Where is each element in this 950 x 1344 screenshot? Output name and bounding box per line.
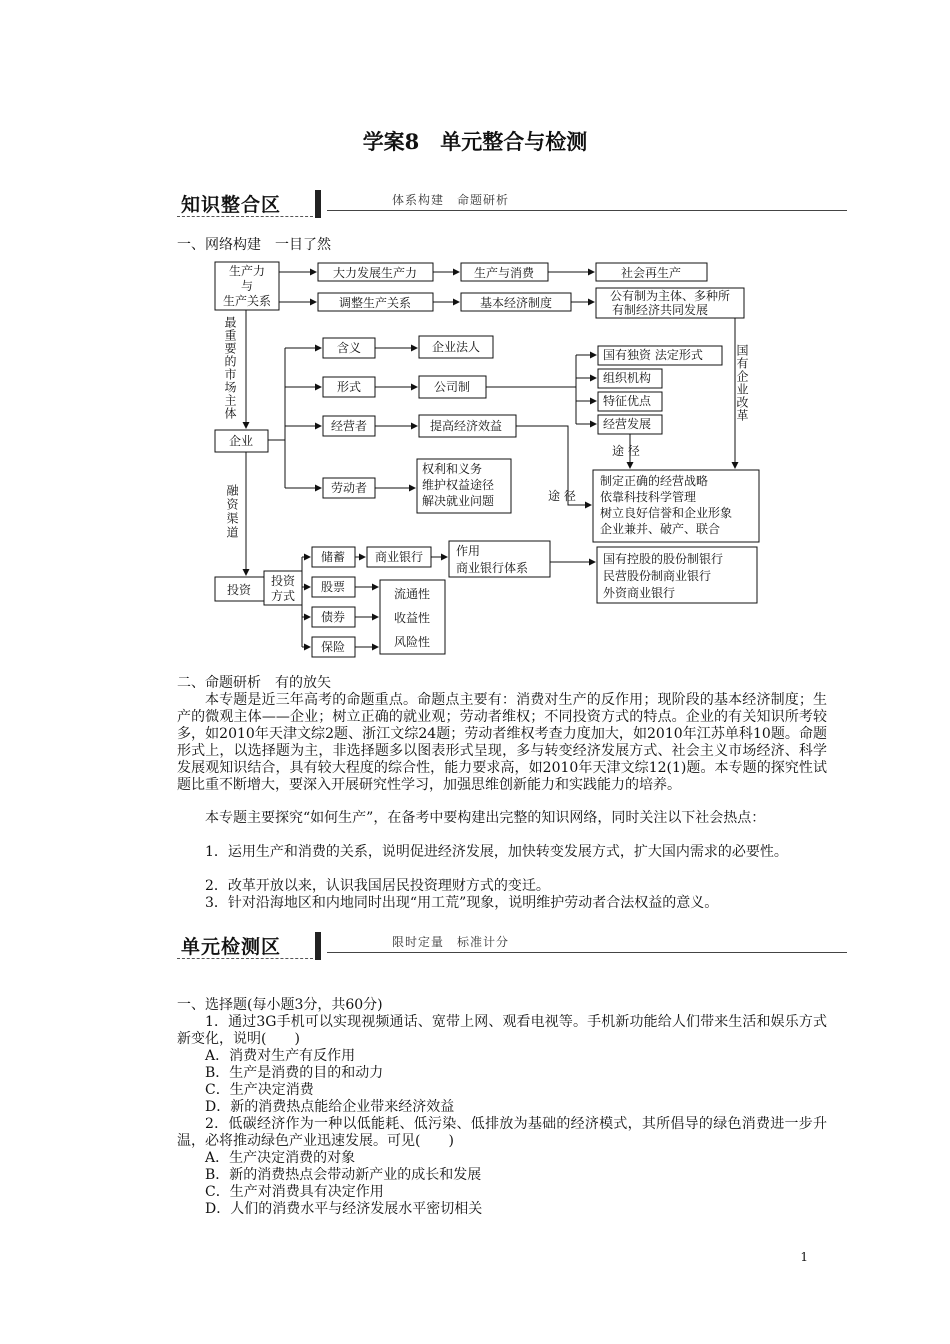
label-risk: 风险性 (393, 635, 431, 649)
label-adjust: 调整生产关系 (338, 296, 412, 310)
label-bank-type-2: 民营股份制商业银行 (603, 569, 712, 583)
label-efficiency: 提高经济效益 (429, 419, 503, 433)
q1-option-c: C．生产决定消费 (205, 1082, 314, 1098)
label-route-2: 途 径 (548, 489, 576, 503)
quiz-heading: 一、选择题(每小题3分，共60分) (177, 997, 383, 1013)
label-route-1: 途 径 (612, 444, 640, 458)
label-enterprise: 企业 (228, 434, 254, 448)
q2-option-c: C．生产对消费具有决定作用 (205, 1184, 384, 1200)
label-ownership1: 公有制为主体、多种所 (609, 289, 731, 303)
label-function2: 商业银行体系 (456, 561, 529, 575)
label-measure-1: 制定正确的经营战略 (600, 474, 709, 488)
label-manager: 经营者 (330, 419, 368, 433)
label-develop: 大力发展生产力 (332, 266, 418, 280)
question-2: 2．低碳经济作为一种以低能耗、低污染、低排放为基础的经济模式，其所倡导的绿色消费进一步升温，必将推动绿色产业迅速发展。可见( ) (177, 1116, 827, 1149)
label-measure-3: 树立良好信誉和企业形象 (600, 506, 733, 520)
q1-option-a: A．消费对生产有反作用 (205, 1048, 356, 1064)
label-legal-person: 企业法人 (431, 340, 481, 354)
label-vertical-financing: 融资渠道 (225, 484, 239, 540)
label-ownership2: 有制经济共同发展 (611, 303, 709, 317)
q1-option-b: B．生产是消费的目的和动力 (205, 1065, 384, 1081)
section-banner-test (177, 932, 847, 976)
label-state3: 特征优点 (603, 394, 652, 408)
label-state1: 国有独资 法定形式 (603, 348, 703, 362)
q2-option-a: A．生产决定消费的对象 (205, 1150, 356, 1166)
label-reproduction: 社会再生产 (620, 266, 682, 280)
label-rights2: 维护权益途径 (422, 478, 495, 492)
label-and: 与 (240, 279, 254, 293)
banner-dash (177, 958, 313, 959)
label-rights1: 权利和义务 (422, 462, 483, 476)
label-savings: 储蓄 (320, 550, 346, 564)
banner-label: 知识整合区 (181, 194, 282, 216)
label-invest-mode2: 方式 (270, 589, 296, 603)
banner-bar (315, 932, 321, 960)
label-return: 收益性 (393, 611, 431, 625)
q2-option-b: B．新的消费热点会带动新产业的成长和发展 (205, 1167, 482, 1183)
label-bond: 债券 (320, 610, 346, 624)
section1-heading: 一、网络构建 一目了然 (177, 237, 331, 253)
section2-item-3: 3．针对沿海地区和内地同时出现“用工荒”现象，说明维护劳动者合法权益的意义。 (205, 895, 719, 911)
label-bank: 商业银行 (374, 550, 424, 564)
label-state4: 经营发展 (603, 417, 652, 431)
banner-rule (327, 952, 847, 953)
q2-option-d: D．人们的消费水平与经济发展水平密切相关 (205, 1201, 483, 1217)
label-insurance: 保险 (320, 640, 346, 654)
label-vertical-reform: 国有企业改革 (735, 344, 749, 422)
banner-label: 单元检测区 (181, 936, 282, 958)
page-title: 学案8 单元整合与检测 (362, 129, 588, 154)
label-prod-consume: 生产与消费 (473, 266, 535, 280)
section2-heading: 二、命题研析 有的放矢 (177, 675, 331, 691)
label-invest-mode1: 投资 (270, 574, 296, 588)
page-number: 1 (800, 1250, 808, 1264)
label-stock: 股票 (320, 580, 346, 594)
label-measure-2: 依靠科技科学管理 (600, 490, 697, 504)
label-meaning: 含义 (336, 341, 362, 355)
label-worker: 劳动者 (330, 481, 368, 495)
section2-item-2: 2．改革开放以来，认识我国居民投资理财方式的变迁。 (205, 878, 550, 894)
banner-subtitle: 体系构建 命题研析 (392, 193, 510, 207)
label-company: 公司制 (433, 380, 471, 394)
label-basic-system: 基本经济制度 (479, 296, 553, 310)
label-function1: 作用 (456, 544, 481, 558)
label-bank-type-1: 国有控股的股份制银行 (603, 552, 724, 566)
section2-paragraph-2: 本专题主要探究“如何生产”，在备考中要构建出完整的知识网络，同时关注以下社会热点： (205, 810, 766, 826)
label-form: 形式 (336, 380, 362, 394)
label-invest: 投资 (226, 583, 252, 597)
label-state2: 组织机构 (603, 371, 652, 385)
section2-item-1: 1．运用生产和消费的关系，说明促进经济发展，加快转变发展方式，扩大国内需求的必要性。 (205, 844, 788, 860)
banner-subtitle: 限时定量 标准计分 (392, 935, 510, 949)
label-liquidity: 流通性 (393, 587, 431, 601)
label-relations: 生产关系 (222, 294, 272, 308)
question-1: 1．通过3G手机可以实现视频通话、宽带上网、观看电视等。手机新功能给人们带来生活和娱乐方式新变化，说明( ) (177, 1014, 827, 1047)
section2-paragraph-1: 本专题是近三年高考的命题重点。命题点主要有：消费对生产的反作用；现阶段的基本经济制度；生产的微观主体——企业；树立正确的就业观；劳动者维权；不同投资方式的特点。企业的有关知识所考较多，如2010年天津文综2题、浙江文综24题；劳动者维权考查力度加大，如2010年江苏单科10题。命题形式上，以选择题为主，非选择题多以图表形式呈现，多与转变经济发展方式、社会主义市场经济、科学发展观知识结合，具有较大程度的综合性，能力要求高，如2010年天津文综12(1)题。本专题的探究性试题比重不断增大，要深入开展研究性学习，加强思维创新能力和实践能力的培养。 (177, 692, 827, 793)
label-bank-type-3: 外资商业银行 (603, 586, 676, 600)
label-productivity: 生产力 (228, 264, 266, 278)
label-vertical-market-subject: 最重要的市场主体 (223, 316, 237, 420)
label-rights3: 解决就业问题 (422, 494, 495, 508)
label-measure-4: 企业兼并、破产、联合 (600, 522, 721, 536)
q1-option-d: D．新的消费热点能给企业带来经济效益 (205, 1099, 455, 1115)
